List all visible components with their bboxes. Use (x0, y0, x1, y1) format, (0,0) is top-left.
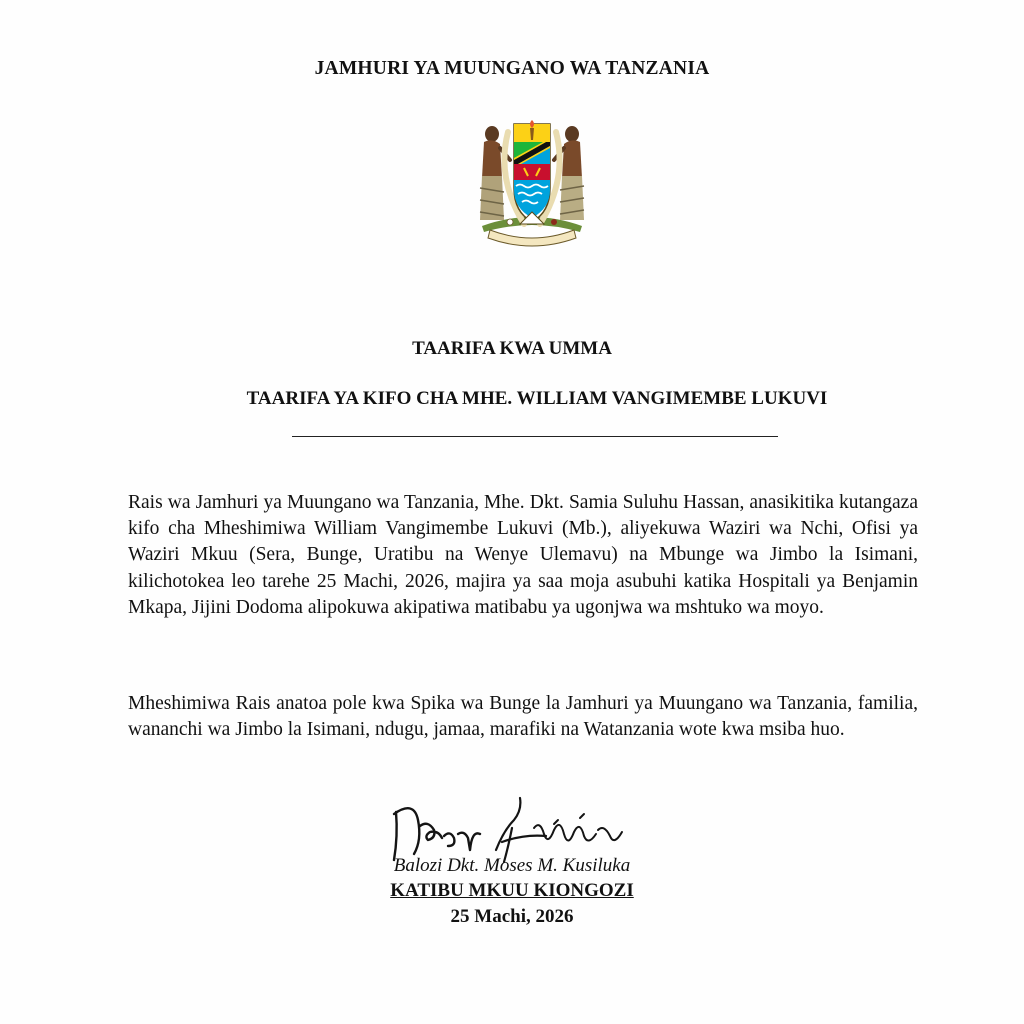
signer-office-label: KATIBU MKUU KIONGOZI (390, 880, 634, 901)
body-paragraph-1: Rais wa Jamhuri ya Muungano wa Tanzania, Mhe. Dkt. Samia Suluhu Hassan, anasikitika kutangaza kifo cha Mheshimiwa William Vangimembe Lukuvi (Mb.), aliyekuwa Waziri wa Nchi, Ofisi ya Waziri Mkuu (Sera, Bunge, Uratibu na Wenye Ulemavu) na Mbunge wa Jimbo la Isimani, kilichotokea leo tarehe 25 Machi, 2026, majira ya saa moja asubuhi katika Hospitali ya Benjamin Mkapa, Jijini Dodoma alipokuwa akipatiwa matibabu ya ugonjwa wa mshtuko wa moyo. (128, 492, 918, 618)
notice-subject: TAARIFA YA KIFO CHA MHE. WILLIAM VANGIMEMBE LUKUVI (246, 388, 828, 409)
coat-of-arms-emblem (462, 108, 602, 248)
signer-name: Balozi Dkt. Moses M. Kusiluka (393, 855, 631, 876)
signer-office (0, 880, 1024, 902)
body-paragraph-2: Mheshimiwa Rais anatoa pole kwa Spika wa Bunge la Jamhuri ya Muungano wa Tanzania, familia, wananchi wa Jimbo la Isimani, ndugu, jamaa, marafiki na Watanzania wote kwa msiba huo. (128, 693, 918, 741)
title-divider (292, 436, 778, 437)
notice-title: TAARIFA KWA UMMA (412, 338, 612, 359)
notice-date: 25 Machi, 2026 (450, 906, 574, 927)
country-heading: JAMHURI YA MUUNGANO WA TANZANIA (314, 58, 710, 79)
